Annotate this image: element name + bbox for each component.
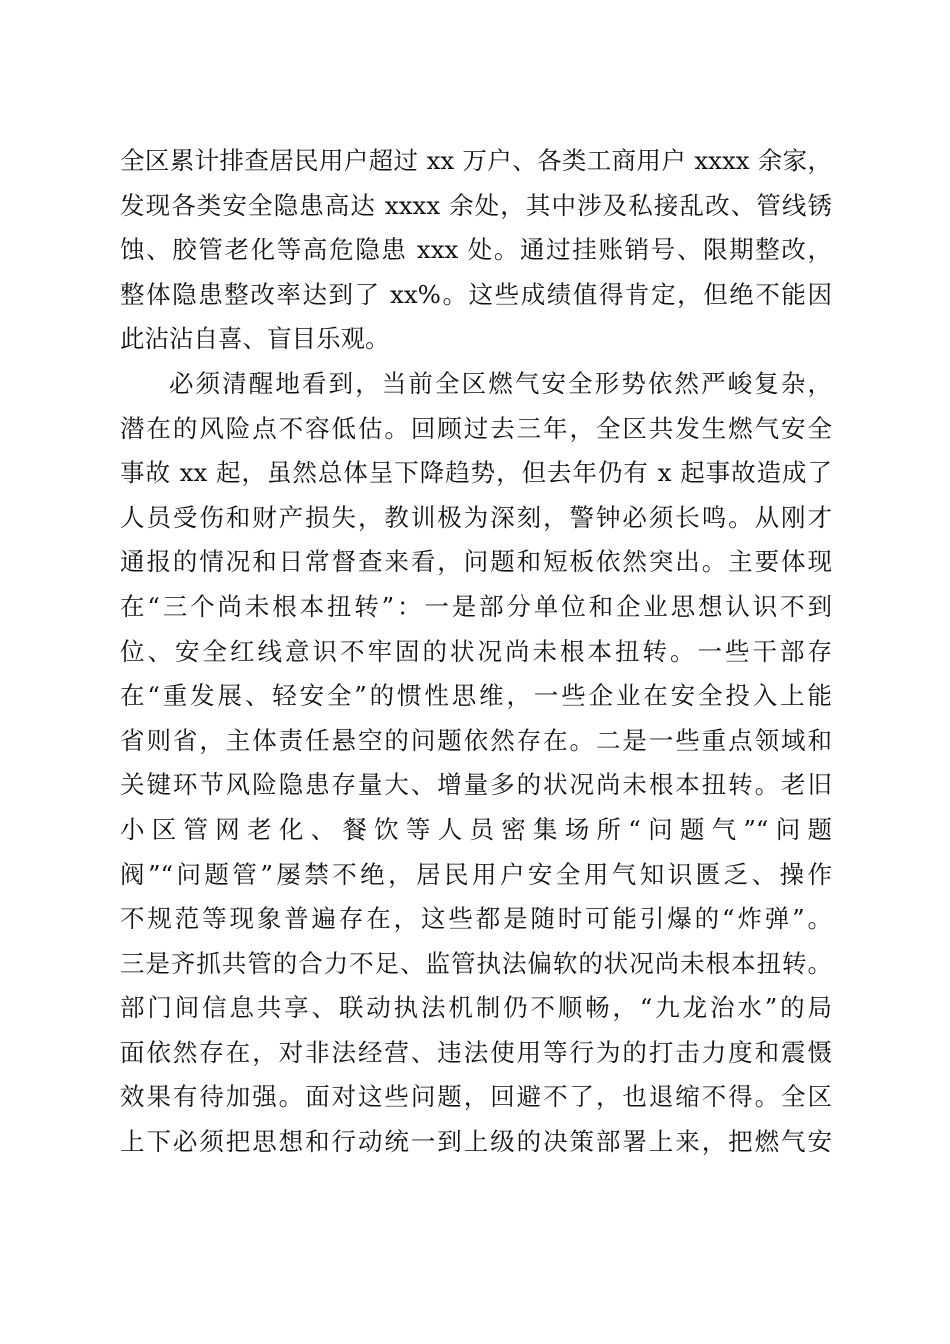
paragraph-2 — [120, 362, 832, 1165]
paragraph-1 — [120, 139, 832, 362]
paragraph-line: 关键环节风险隐患存量大、增量多的状况尚未根本扭转。老旧 — [120, 770, 832, 800]
paragraph-line: 发现各类安全隐患高达 xxxx 余处，其中涉及私接乱改、管线锈 — [120, 190, 832, 220]
paragraph-line: 全区累计排查居民用户超过 xx 万户、各类工商用户 xxxx 余家， — [120, 146, 832, 175]
paragraph-line: 在“重发展、轻安全”的惯性思维，一些企业在安全投入上能 — [120, 681, 832, 711]
paragraph-line: 整体隐患整改率达到了 xx%。这些成绩值得肯定，但绝不能因 — [120, 279, 832, 309]
paragraph-line: 潜在的风险点不容低估。回顾过去三年，全区共发生燃气安全 — [120, 413, 832, 443]
paragraph-line: 人员受伤和财产损失，教训极为深刻，警钟必须长鸣。从刚才 — [120, 502, 832, 532]
paragraph-line: 上下必须把思想和行动统一到上级的决策部署上来，把燃气安 — [120, 1127, 832, 1157]
paragraph-line: 效果有待加强。面对这些问题，回避不了，也退缩不得。全区 — [120, 1082, 832, 1112]
paragraph-line: 此沾沾自喜、盲目乐观。 — [120, 324, 390, 354]
paragraph-line: 在“三个尚未根本扭转”：一是部分单位和企业思想认识不到 — [120, 591, 832, 621]
paragraph-line: 部门间信息共享、联动执法机制仍不顺畅，“九龙治水”的局 — [120, 993, 832, 1023]
paragraph-line: 省则省，主体责任悬空的问题依然存在。二是一些重点领域和 — [120, 725, 832, 755]
body-text — [120, 139, 832, 1165]
paragraph-line: 必须清醒地看到，当前全区燃气安全形势依然严峻复杂， — [169, 368, 832, 398]
paragraph-line: 通报的情况和日常督查来看，问题和短板依然突出。主要体现 — [120, 547, 832, 577]
paragraph-line: 蚀、胶管老化等高危隐患 xxx 处。通过挂账销号、限期整改， — [120, 235, 832, 265]
paragraph-line: 不规范等现象普遍存在，这些都是随时可能引爆的“炸弹”。 — [120, 904, 832, 934]
paragraph-line: 小区管网老化、餐饮等人员密集场所“问题气”“问题 — [120, 814, 832, 844]
paragraph-line: 阀”“问题管”屡禁不绝，居民用户安全用气知识匮乏、操作 — [120, 859, 832, 889]
paragraph-line: 三是齐抓共管的合力不足、监管执法偏软的状况尚未根本扭转。 — [120, 948, 832, 978]
paragraph-line: 面依然存在，对非法经营、违法使用等行为的打击力度和震慑 — [120, 1037, 832, 1067]
paragraph-line: 位、安全红线意识不牢固的状况尚未根本扭转。一些干部存 — [120, 636, 832, 666]
paragraph-line: 事故 xx 起，虽然总体呈下降趋势，但去年仍有 x 起事故造成了 — [120, 458, 832, 488]
